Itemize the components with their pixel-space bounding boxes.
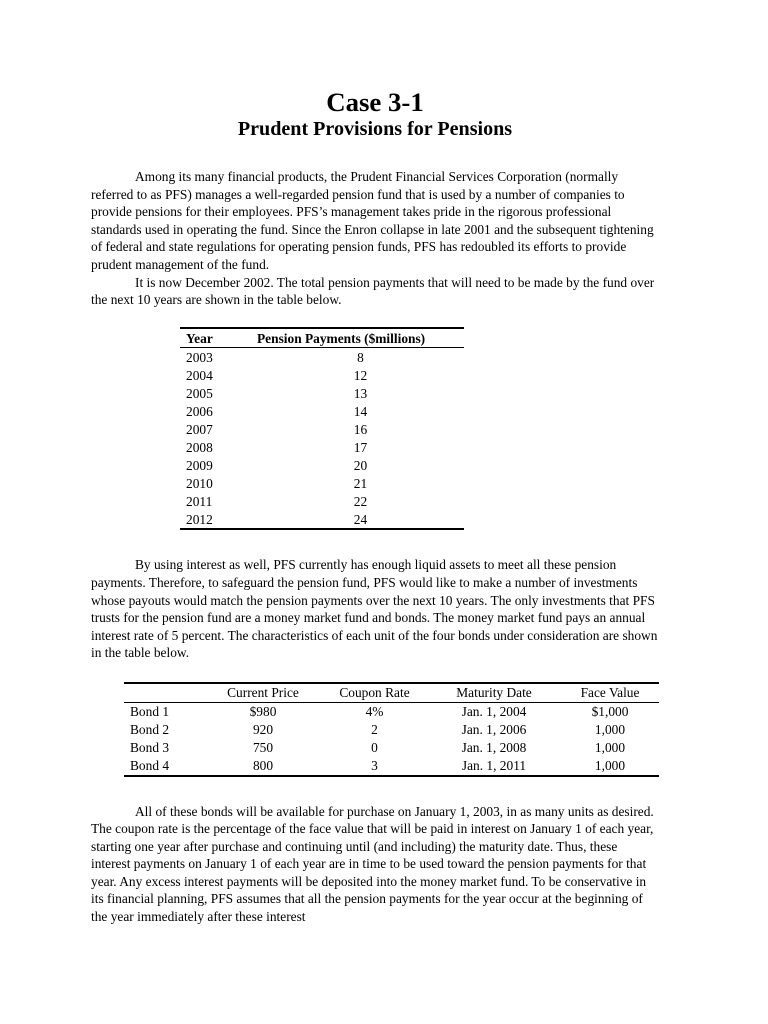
maturity-date-cell: Jan. 1, 2004 [461, 703, 527, 719]
column-header-face-value: Face Value [561, 683, 659, 702]
payment-cell: 12 [353, 367, 368, 383]
column-header-coupon-rate: Coupon Rate [322, 683, 427, 702]
table-row [124, 721, 659, 739]
maturity-date-cell: Jan. 1, 2006 [461, 721, 527, 737]
table-row [180, 420, 464, 438]
table-header-row [180, 328, 464, 348]
table-row [180, 510, 464, 529]
table-row [180, 456, 464, 474]
table-row [180, 366, 464, 384]
bond-name-cell: Bond 1 [130, 703, 170, 719]
table-header-row [124, 683, 659, 702]
face-value-cell: 1,000 [561, 757, 659, 776]
current-price-cell: 920 [252, 721, 274, 737]
year-cell: 2006 [186, 403, 213, 419]
face-value-cell: $1,000 [591, 703, 629, 719]
table-row [180, 474, 464, 492]
table-row [180, 384, 464, 402]
paragraph-intro: Among its many financial products, the Prudent Financial Services Corporation (normally referred to as PFS) manages a well-regarded pension fund that is used by a number of companies to provide pensions for their employees. PFS’s management takes pride in the rigorous professional standards used in operating the fund. Since the Enron collapse in late 2001 and the subsequent tightening of federal and state regulations for operating pension funds, PFS has redoubled its efforts to provide prudent management of the fund. [91, 169, 654, 272]
column-header-payments: Pension Payments ($millions) [257, 328, 464, 348]
payment-cell: 24 [257, 510, 464, 529]
face-value-cell: 1,000 [594, 721, 626, 737]
current-price-cell: 750 [252, 739, 274, 755]
bond-name-cell: Bond 3 [130, 739, 170, 755]
pension-payments-table [180, 327, 464, 531]
face-value-cell: 1,000 [594, 739, 626, 755]
year-cell: 2009 [186, 457, 213, 473]
table-row [124, 702, 659, 721]
case-title: Prudent Provisions for Pensions [237, 118, 513, 140]
column-header-bond [124, 683, 204, 702]
payment-cell: 20 [353, 457, 368, 473]
year-cell: 2011 [186, 493, 213, 509]
payment-cell: 22 [353, 493, 368, 509]
payment-cell: 21 [353, 475, 368, 491]
maturity-date-cell: Jan. 1, 2008 [461, 739, 527, 755]
column-header-maturity-date: Maturity Date [427, 683, 561, 702]
bond-name-cell: Bond 4 [124, 757, 204, 776]
paragraph-investments: By using interest as well, PFS currently has enough liquid assets to meet all these pension payments. Therefore, to safeguard the pension fund, PFS would like to make a number of investments whose payouts would match the pension payments over the next 10 years. The only investments that PFS trusts for the pension fund are a money market fund and bonds. The money market fund pays an annual interest rate of 5 percent. The characteristics of each unit of the four bonds under consideration are shown in the table below. [91, 557, 658, 661]
payment-cell: 8 [357, 349, 364, 365]
table-row [180, 402, 464, 420]
year-cell: 2007 [186, 421, 213, 437]
table-row [180, 492, 464, 510]
paragraph-payments: It is now December 2002. The total pension payments that will need to be made by the fund over the next 10 years are shown in the table below. [91, 274, 655, 308]
year-cell: 2010 [186, 475, 213, 491]
payment-cell: 16 [353, 421, 368, 437]
year-cell: 2008 [186, 439, 213, 455]
maturity-date-cell: Jan. 1, 2011 [427, 757, 561, 776]
column-header-current-price: Current Price [204, 683, 322, 702]
current-price-cell: $980 [249, 703, 277, 719]
bond-name-cell: Bond 2 [130, 721, 170, 737]
payment-cell: 14 [353, 403, 368, 419]
current-price-cell: 800 [204, 757, 322, 776]
payment-cell: 13 [353, 385, 368, 401]
table-row [124, 757, 659, 776]
payment-cell: 17 [353, 439, 368, 455]
bond-characteristics-table [124, 682, 659, 777]
paragraph-bond-terms: All of these bonds will be available for purchase on January 1, 2003, in as many units as desired. The coupon rate is the percentage of the face value that will be paid in interest on January 1 of each year, starting one year after purchase and continuing until (and including) the maturity date. Thus, these interest payments on January 1 of each year are in time to be used toward the pension payments for that year. Any excess interest payments will be deposited into the money market fund. To be conservative in its financial planning, PFS assumes that all the pension payments for the year occur at the beginning of the year immediately after these interest [91, 803, 654, 925]
year-cell: 2004 [186, 367, 213, 383]
table-row [180, 438, 464, 456]
coupon-rate-cell: 4% [365, 703, 384, 719]
coupon-rate-cell: 3 [322, 757, 427, 776]
year-cell: 2003 [186, 349, 213, 365]
coupon-rate-cell: 0 [371, 739, 378, 755]
document-page [91, 87, 659, 926]
case-label: Case 3-1 [326, 87, 424, 117]
year-cell: 2005 [186, 385, 213, 401]
column-header-year: Year [180, 328, 257, 348]
table-row [124, 739, 659, 757]
coupon-rate-cell: 2 [371, 721, 378, 737]
table-row [180, 348, 464, 367]
year-cell: 2012 [180, 510, 257, 529]
